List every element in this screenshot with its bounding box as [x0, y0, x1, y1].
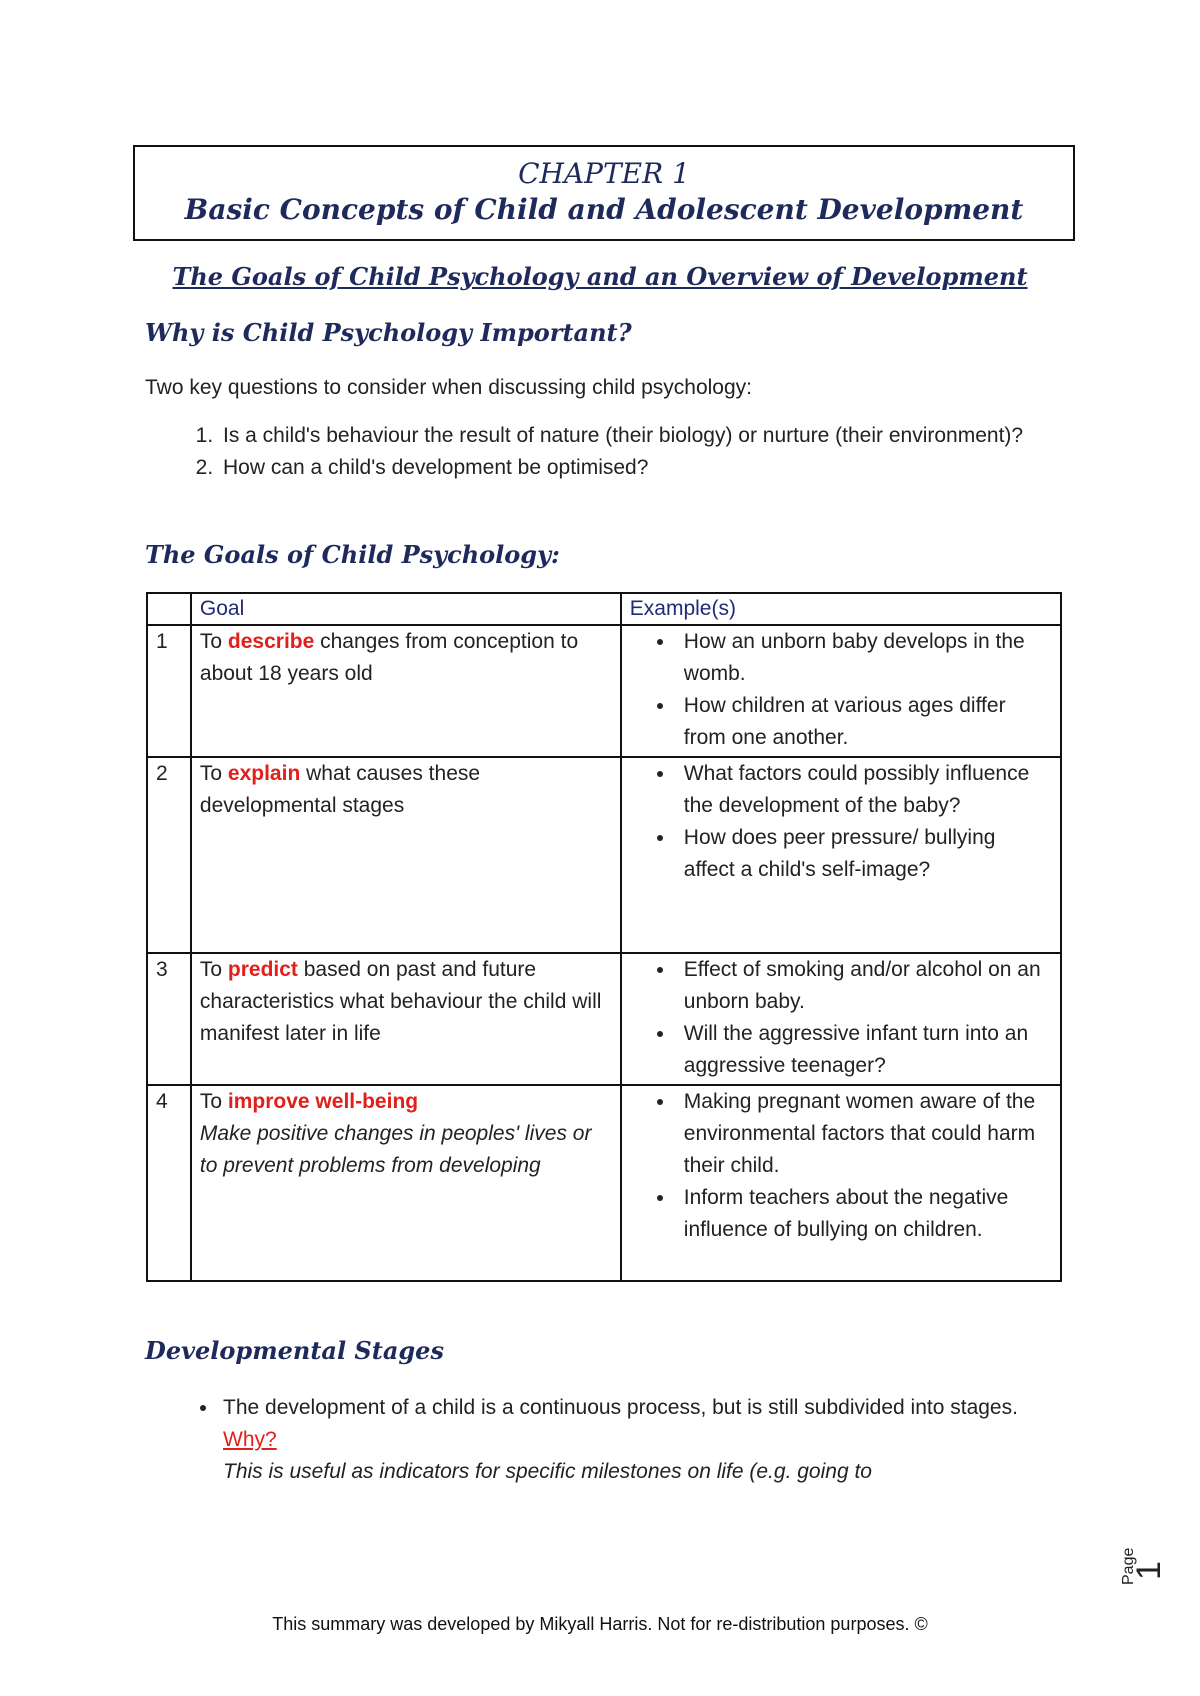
- goal-prefix: To: [199, 630, 228, 653]
- stages-bullet: [219, 1392, 1139, 1488]
- examples-list: [630, 954, 1052, 1082]
- example-item: • Inform teachers about the negative influence of bullying on children.: [676, 1182, 1052, 1246]
- chapter-title: Basic Concepts of Child and Adolescent Development: [184, 193, 1024, 226]
- goal-keyword: improve well-being: [227, 1090, 419, 1113]
- examples-cell: [621, 953, 1061, 1085]
- table-row: [147, 1085, 1061, 1281]
- table-row: [147, 757, 1061, 953]
- stages-list: [145, 1392, 1139, 1488]
- why-heading: Why is Child Psychology Important?: [145, 318, 632, 347]
- example-item: • How children at various ages differ from one another.: [676, 690, 1052, 754]
- goal-prefix: To: [199, 958, 228, 981]
- goal-cell: [191, 1085, 621, 1281]
- examples-cell: [621, 757, 1061, 953]
- footer-note: This summary was developed by Mikyall Harris. Not for re-distribution purposes. ©: [272, 1614, 928, 1634]
- examples-list: [630, 1086, 1052, 1246]
- goal-keyword: predict: [227, 958, 298, 981]
- page-word: Page: [1120, 1547, 1137, 1585]
- goal-rest: changes from conception to about 18 years old: [199, 630, 579, 685]
- goal-prefix: To: [199, 762, 228, 785]
- example-item: • Will the aggressive infant turn into an aggressive teenager?: [676, 1018, 1052, 1082]
- questions-list: [145, 420, 1099, 484]
- table-header-row: [147, 593, 1061, 625]
- question-item: 2. How can a child's development be optimised?: [219, 452, 1099, 484]
- why-label: Why?: [223, 1428, 277, 1451]
- row-number: 2: [147, 757, 191, 953]
- table-row: [147, 625, 1061, 757]
- table-row: [147, 953, 1061, 1085]
- why-answer: This is useful as indicators for specific milestones on life (e.g. going to: [223, 1460, 872, 1483]
- section-title: The Goals of Child Psychology and an Overview of Development: [172, 262, 1028, 291]
- goal-rest: based on past and future characteristics what behaviour the child will manifest later in life: [199, 958, 602, 1045]
- question-item: 1. Is a child's behaviour the result of nature (their biology) or nurture (their environment)?: [219, 420, 1099, 452]
- examples-list: [630, 626, 1052, 754]
- chapter-title-box: [133, 145, 1075, 241]
- stages-text: The development of a child is a continuous process, but is still subdivided into stages.: [223, 1396, 1018, 1419]
- example-item: • Making pregnant women aware of the environmental factors that could harm their child.: [676, 1086, 1052, 1182]
- goal-cell: [191, 953, 621, 1085]
- stages-heading: Developmental Stages: [145, 1336, 444, 1365]
- goal-keyword: explain: [227, 762, 301, 785]
- examples-cell: [621, 1085, 1061, 1281]
- row-number: 4: [147, 1085, 191, 1281]
- goals-heading: The Goals of Child Psychology:: [145, 540, 560, 569]
- row-number: 1: [147, 625, 191, 757]
- goal-rest: what causes these developmental stages: [199, 762, 481, 817]
- goal-cell: [191, 625, 621, 757]
- page-number: 1: [1129, 1561, 1168, 1580]
- header-goal: Goal: [191, 593, 621, 625]
- example-item: • What factors could possibly influence the development of the baby?: [676, 758, 1052, 822]
- goal-keyword: describe: [227, 630, 315, 653]
- goal-cell: [191, 757, 621, 953]
- example-item: • How does peer pressure/ bullying affect a child's self-image?: [676, 822, 1052, 886]
- header-num-cell: [147, 593, 191, 625]
- header-examples: Example(s): [621, 593, 1061, 625]
- row-number: 3: [147, 953, 191, 1085]
- goals-table: [146, 592, 1062, 1282]
- goal-prefix: To: [199, 1090, 228, 1113]
- why-intro: Two key questions to consider when discussing child psychology:: [145, 376, 752, 399]
- example-item: • Effect of smoking and/or alcohol on an unborn baby.: [676, 954, 1052, 1018]
- goal-note: Make positive changes in peoples' lives or to prevent problems from developing: [199, 1122, 592, 1177]
- chapter-label: CHAPTER 1: [518, 157, 690, 190]
- examples-list: [630, 758, 1052, 886]
- examples-cell: [621, 625, 1061, 757]
- example-item: • How an unborn baby develops in the womb.: [676, 626, 1052, 690]
